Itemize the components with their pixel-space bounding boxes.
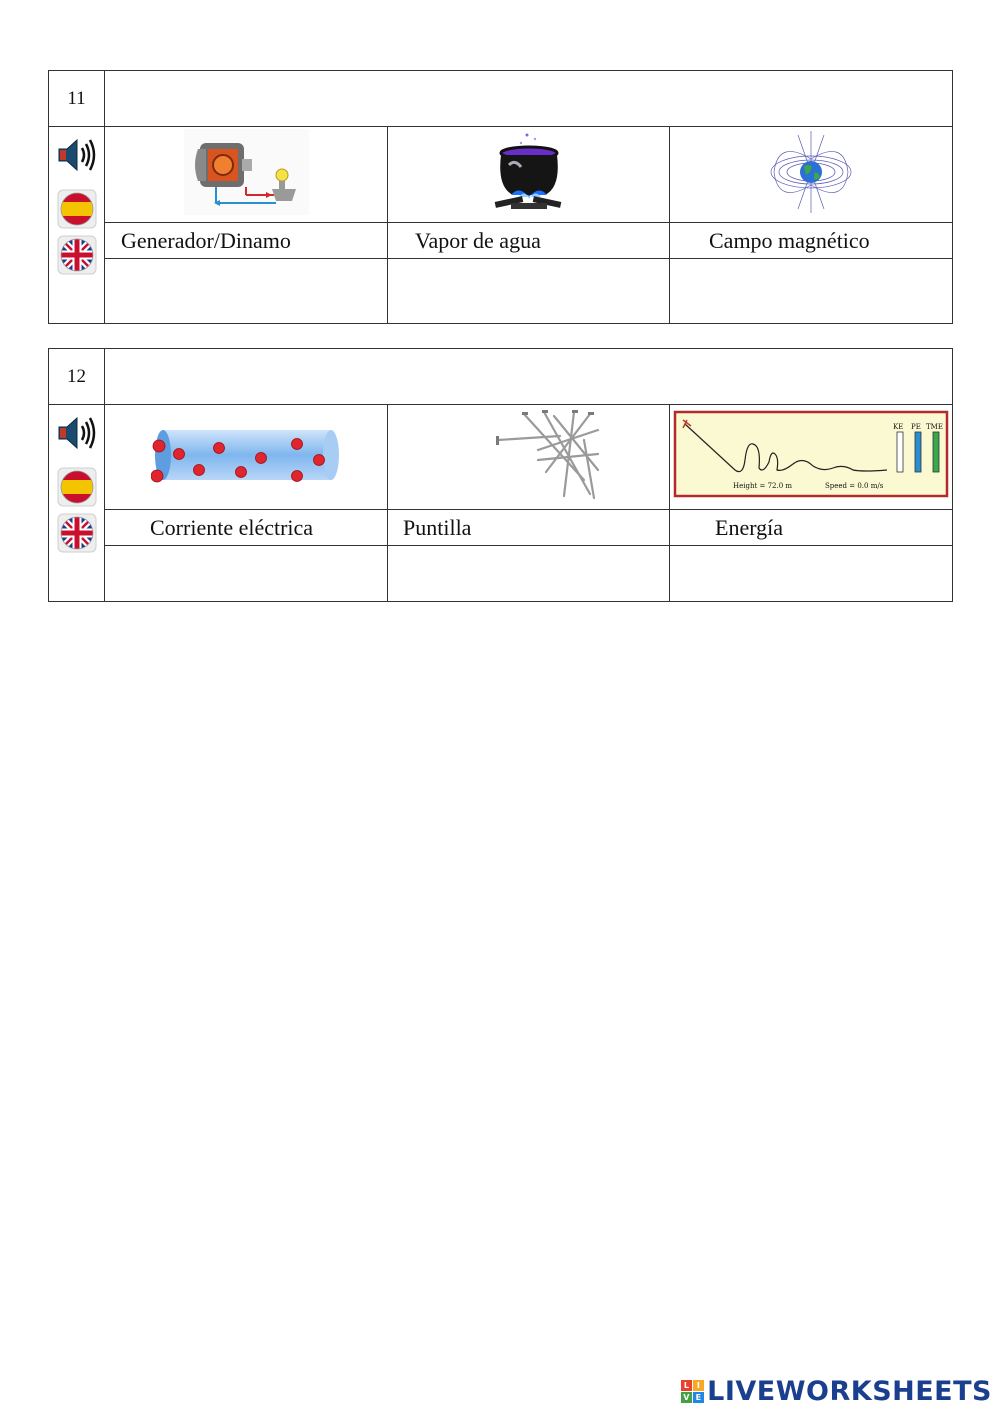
roller-coaster-energy-image bbox=[673, 410, 949, 500]
magnetic-field-image bbox=[768, 129, 854, 215]
exercise-number: 11 bbox=[49, 71, 105, 127]
nails-image bbox=[494, 410, 604, 500]
image-cell-generator bbox=[105, 127, 388, 223]
generator-image bbox=[184, 129, 309, 215]
height-readout: Height = 72.0 m bbox=[733, 481, 793, 490]
answer-field[interactable] bbox=[105, 546, 388, 602]
word-generador: Generador/Dinamo bbox=[105, 223, 388, 259]
liveworksheets-logo bbox=[681, 1376, 992, 1407]
word-campo: Campo magnético bbox=[670, 223, 953, 259]
exercise-block-11 bbox=[48, 70, 953, 324]
exercise-block-12 bbox=[48, 348, 953, 602]
image-cell-current bbox=[105, 405, 388, 510]
speaker-icon[interactable] bbox=[55, 135, 99, 175]
image-cell-nails bbox=[388, 405, 670, 510]
answer-field[interactable] bbox=[388, 546, 670, 602]
word-corriente: Corriente eléctrica bbox=[105, 510, 388, 546]
answer-field[interactable] bbox=[105, 259, 388, 324]
title-cell bbox=[105, 71, 953, 127]
tme-label: TME bbox=[926, 422, 943, 431]
exercise-number: 12 bbox=[49, 349, 105, 405]
spain-flag-icon[interactable] bbox=[57, 467, 97, 507]
image-cell-magnetic bbox=[670, 127, 953, 223]
word-puntilla: Puntilla bbox=[388, 510, 670, 546]
spain-flag-icon[interactable] bbox=[57, 189, 97, 229]
uk-flag-icon[interactable] bbox=[57, 513, 97, 553]
image-cell-energy bbox=[670, 405, 953, 510]
electric-current-image bbox=[151, 420, 341, 490]
speaker-icon[interactable] bbox=[55, 413, 99, 453]
word-vapor: Vapor de agua bbox=[388, 223, 670, 259]
language-controls bbox=[49, 127, 105, 324]
logo-text: LIVEWORKSHEETS bbox=[707, 1376, 992, 1407]
image-cell-steam bbox=[388, 127, 670, 223]
language-controls bbox=[49, 405, 105, 602]
answer-field[interactable] bbox=[388, 259, 670, 324]
answer-field[interactable] bbox=[670, 546, 953, 602]
answer-field[interactable] bbox=[670, 259, 953, 324]
word-energia: Energía bbox=[670, 510, 953, 546]
title-cell bbox=[105, 349, 953, 405]
logo-mark: L I V E bbox=[681, 1380, 704, 1403]
pe-label: PE bbox=[911, 422, 921, 431]
speed-readout: Speed = 0.0 m/s bbox=[825, 481, 884, 490]
ke-label: KE bbox=[893, 422, 904, 431]
cauldron-image bbox=[489, 129, 569, 215]
energy-bars bbox=[897, 432, 939, 472]
uk-flag-icon[interactable] bbox=[57, 235, 97, 275]
